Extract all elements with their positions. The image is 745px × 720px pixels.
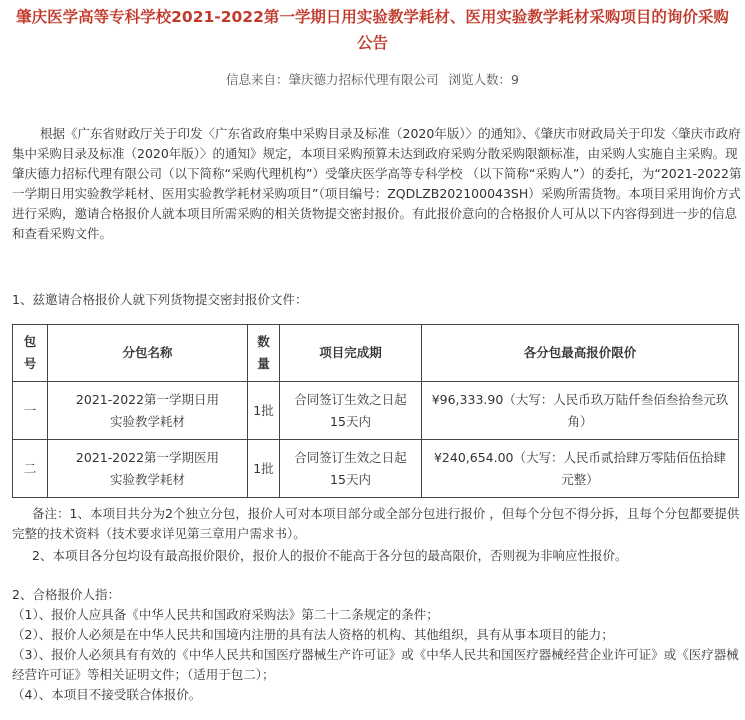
table-row bbox=[13, 440, 739, 498]
lot-table bbox=[12, 324, 739, 498]
lot-number: 一 bbox=[13, 382, 48, 440]
col-price-limit: 各分包最高报价限价 bbox=[422, 325, 739, 382]
page-title bbox=[0, 4, 745, 56]
lot-quantity: 1批 bbox=[248, 440, 280, 498]
col-completion-period: 项目完成期 bbox=[280, 325, 422, 382]
section-2-heading: 2、合格报价人指： bbox=[12, 587, 120, 602]
source-label: 信息来自： bbox=[226, 72, 289, 87]
qualification-item: （1）、报价人应具备《中华人民共和国政府采购法》第二十二条规定的条件； bbox=[12, 607, 439, 622]
intro-paragraph: 根据《广东省财政厅关于印发〈广东省政府集中采购目录及标准（2020年版）〉的通知》、《肇庆市财政局关于印发〈肇庆市政府集中采购目录及标准（2020年版）〉的通知》规定，本项目采购预算未达到政府采购分散采购限额标准，由采购人实施自主采购。现肇庆德力招标代理有限公司（以下简称“采购代理机构”）受肇庆医学高等专科学校 （以下简称“采购人”）的委托，为“2021-2022第一学期日用实验教学耗材、医用实验教学耗材采购项目”（项目编号：ZQDLZB202100043SH）采购所需货物。本项目采用询价方式进行采购，邀请合格报价人就本项目所需采购的相关货物提交密封报价。有此报价意向的合格报价人可从以下内容得到进一步的信息和查看采购文件。 bbox=[12, 126, 742, 241]
views-count: 9 bbox=[511, 72, 519, 87]
qualification-item: （2）、报价人必须是在中华人民共和国境内注册的具有法人资格的机构、其他组织，具有从事本项目的能力； bbox=[12, 627, 614, 642]
lot-price-limit: ¥240,654.00（大写：人民币贰拾肆万零陆佰伍拾肆元整） bbox=[422, 440, 739, 498]
title-line-2: 公告 bbox=[356, 34, 388, 52]
lot-number: 二 bbox=[13, 440, 48, 498]
col-quantity: 数量 bbox=[248, 325, 280, 382]
col-lot-name: 分包名称 bbox=[48, 325, 248, 382]
remark-2: 2、本项目各分包均设有最高报价限价，报价人的报价不能高于各分包的最高限价，否则视为非响应性报价。 bbox=[32, 548, 628, 563]
remark-1: 备注：1、本项目共分为2个独立分包，报价人可对本项目部分或全部分包进行报价 ，但每个分包不得分拆，且每个分包都要提供完整的技术资料（技术要求详见第三章用户需求书）。 bbox=[12, 506, 740, 541]
qualification-item: （4）、本项目不接受联合体报价。 bbox=[12, 687, 202, 702]
lot-name: 2021-2022第一学期医用实验教学耗材 bbox=[48, 440, 248, 498]
title-line-1: 肇庆医学高等专科学校2021-2022第一学期日用实验教学耗材、医用实验教学耗材采购项目的询价采购 bbox=[16, 8, 729, 26]
lot-quantity: 1批 bbox=[248, 382, 280, 440]
col-lot-number: 包号 bbox=[13, 325, 48, 382]
table-row bbox=[13, 382, 739, 440]
section-1-heading: 1、兹邀请合格报价人就下列货物提交密封报价文件： bbox=[12, 292, 308, 307]
lot-price-limit: ¥96,333.90（大写：人民币玖万陆仟叁佰叁拾叁元玖角） bbox=[422, 382, 739, 440]
section-2 bbox=[12, 585, 742, 705]
lot-period: 合同签订生效之日起15天内 bbox=[280, 382, 422, 440]
table-header-row bbox=[13, 325, 739, 382]
article-meta bbox=[0, 70, 745, 90]
lot-name: 2021-2022第一学期日用实验教学耗材 bbox=[48, 382, 248, 440]
source-name: 肇庆德力招标代理有限公司 bbox=[288, 72, 439, 87]
views-label: 浏览人数： bbox=[448, 72, 512, 87]
lot-period: 合同签订生效之日起15天内 bbox=[280, 440, 422, 498]
qualification-item: （3）、报价人必须具有有效的《中华人民共和国医疗器械生产许可证》或《中华人民共和国医疗器械经营企业许可证》或《医疗器械经营许可证》等相关证明文件；（适用于包二）； bbox=[12, 647, 739, 682]
